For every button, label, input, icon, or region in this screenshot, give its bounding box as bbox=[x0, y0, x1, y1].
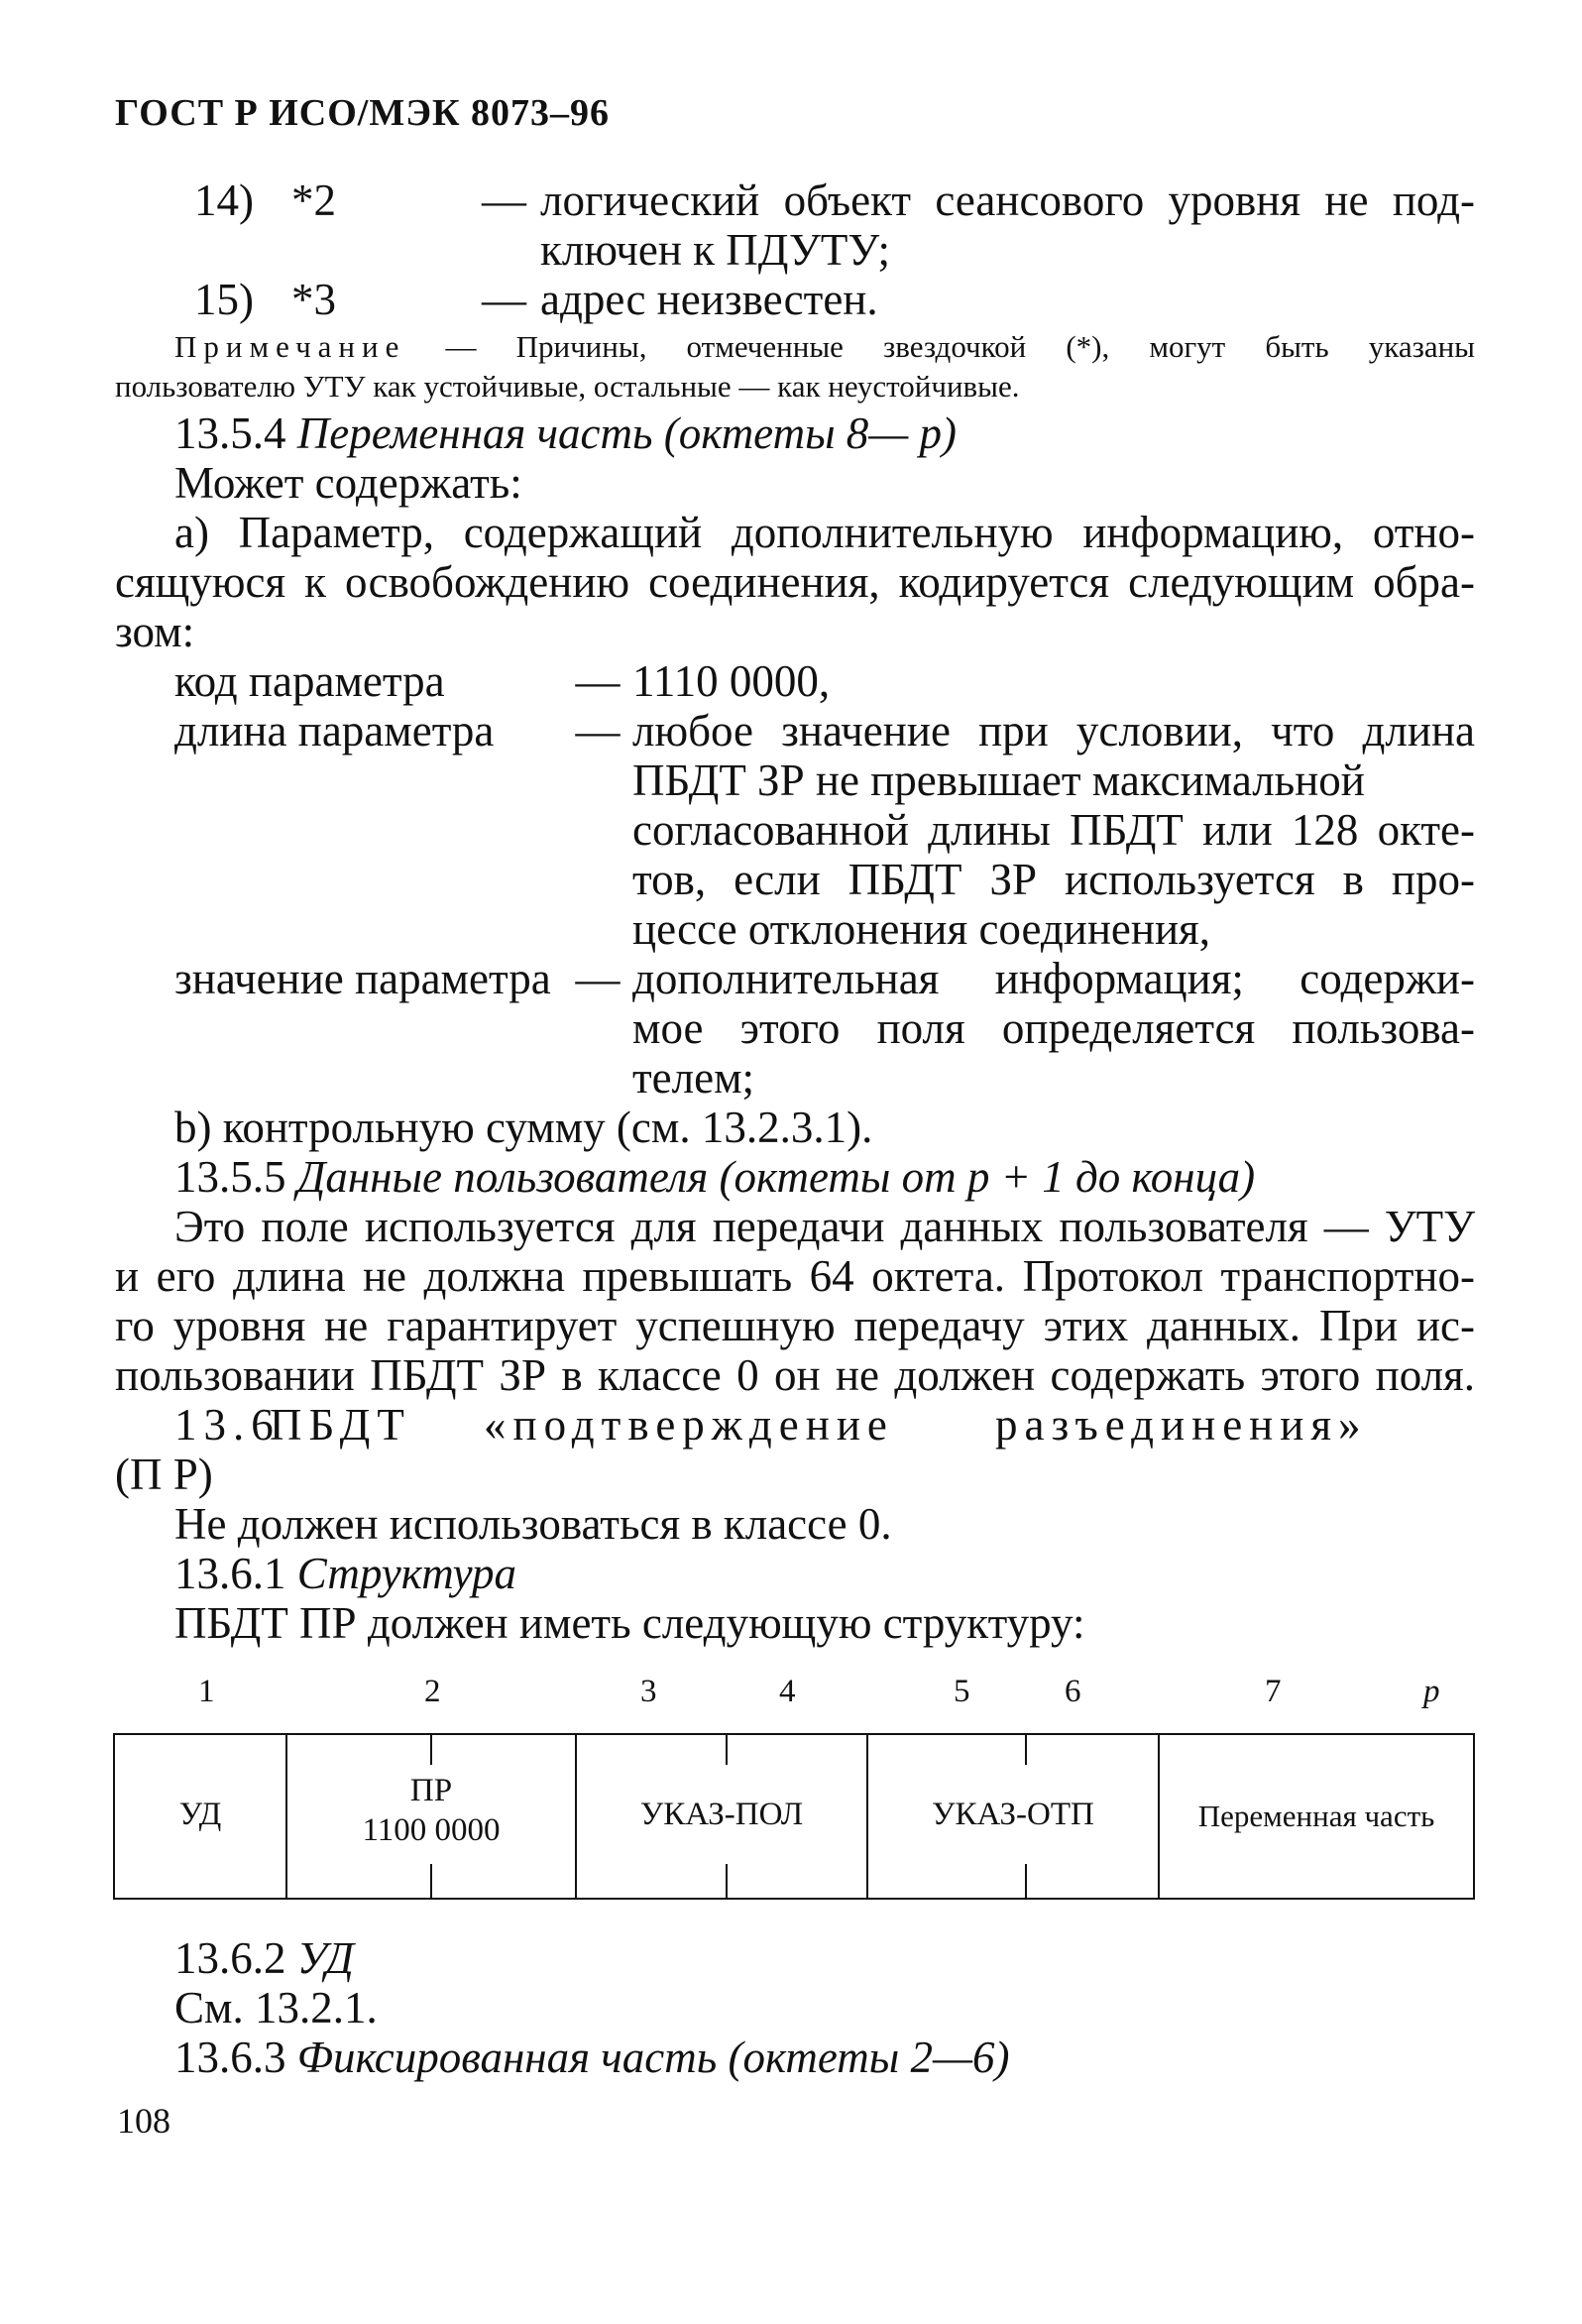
paragraph: Может содержать: bbox=[174, 458, 522, 508]
octet-number: 1 bbox=[198, 1674, 215, 1709]
octet-divider-tick bbox=[1025, 1735, 1027, 1765]
param-value: согласованной длины ПБДТ или 128 окте- bbox=[632, 805, 1475, 855]
paragraph-line: Не должен использоваться в классе 0. bbox=[174, 1499, 892, 1549]
section-number: 13.5.5 bbox=[174, 1152, 286, 1202]
section-heading bbox=[174, 1549, 516, 1598]
octet-number: 5 bbox=[954, 1674, 970, 1709]
table-cell-ukaz-otp bbox=[868, 1735, 1160, 1898]
section-title: УД bbox=[296, 1933, 354, 1983]
paragraph-line: b) контрольную сумму (см. 13.2.3.1). bbox=[174, 1103, 873, 1152]
list-item-text: адрес неизвестен. bbox=[540, 275, 878, 324]
table-cell-ud bbox=[115, 1735, 287, 1898]
section-title: Фиксированная часть (октеты 2—6) bbox=[296, 2033, 1010, 2082]
cell-text: УКАЗ-ПОЛ bbox=[639, 1797, 804, 1832]
table-cell-variable-part bbox=[1160, 1735, 1473, 1898]
section-heading bbox=[174, 1152, 1255, 1202]
paragraph-line: а) Параметр, содержащий дополнительную информацию, отно- bbox=[174, 508, 1475, 557]
paragraph-line: пользовании ПБДТ ЗР в классе 0 он не должен содержать этого поля. bbox=[115, 1350, 1475, 1400]
octet-number-row bbox=[0, 1674, 1582, 1717]
section-number: 13.6.1 bbox=[174, 1549, 286, 1598]
octet-number: 6 bbox=[1065, 1674, 1081, 1709]
section-abbr: (П Р) bbox=[115, 1450, 213, 1499]
section-heading bbox=[174, 1933, 354, 1983]
list-item-text: ключен к ПДУТУ; bbox=[540, 225, 891, 275]
section-number: 13.6.3 bbox=[174, 2033, 286, 2082]
document-header: ГОСТ Р ИСО/МЭК 8073–96 bbox=[115, 92, 611, 134]
param-value: ПБДТ ЗР не превышает максимальной bbox=[632, 755, 1365, 805]
section-title: Переменная часть (октеты 8— p) bbox=[296, 408, 958, 458]
param-value: 1110 0000, bbox=[632, 656, 831, 706]
paragraph-line: зом: bbox=[115, 607, 195, 656]
octet-divider-tick bbox=[430, 1735, 432, 1765]
section-heading bbox=[174, 408, 957, 458]
octet-divider-tick bbox=[726, 1735, 728, 1765]
param-label: код параметра bbox=[174, 656, 445, 706]
param-value: телем; bbox=[632, 1053, 755, 1103]
section-heading bbox=[174, 2033, 1010, 2082]
section-number: 13.6.2 bbox=[174, 1933, 286, 1983]
paragraph-line: и его длина не должна превышать 64 октета. Протокол транспортно- bbox=[115, 1251, 1475, 1301]
list-item-code: *2 bbox=[291, 175, 336, 225]
paragraph-line: сящуюся к освобождению соединения, кодируется следующим обра- bbox=[115, 557, 1475, 607]
note-text: — Причины, отмеченные звездочкой (*), могут быть указаны bbox=[445, 329, 1476, 364]
param-value: дополнительная информация; содержи- bbox=[632, 954, 1475, 1003]
cell-text: 1100 0000 bbox=[362, 1812, 501, 1848]
param-value: мое этого поля определяется пользова- bbox=[632, 1003, 1475, 1053]
octet-number: 7 bbox=[1265, 1674, 1282, 1709]
tpdu-structure-table bbox=[113, 1733, 1475, 1900]
param-value: любое значение при условии, что длина bbox=[632, 706, 1475, 755]
octet-number: 3 bbox=[640, 1674, 657, 1709]
octet-number: 4 bbox=[779, 1674, 796, 1709]
paragraph-line: го уровня не гарантирует успешную передачу этих данных. При ис- bbox=[115, 1301, 1475, 1350]
param-label: длина параметра bbox=[174, 706, 495, 755]
table-cell-ukaz-pol bbox=[577, 1735, 868, 1898]
octet-number: p bbox=[1423, 1674, 1440, 1709]
section-title: «подтверждение bbox=[484, 1400, 894, 1450]
list-item-number: 15) bbox=[194, 275, 254, 324]
param-label: значение параметра bbox=[174, 954, 551, 1003]
cell-text: УКАЗ-ОТП bbox=[932, 1797, 1094, 1832]
list-item-dash: — bbox=[482, 275, 526, 324]
section-number: 13.5.4 bbox=[174, 408, 286, 458]
section-title: ПБДТ bbox=[270, 1400, 411, 1450]
page-number: 108 bbox=[117, 2101, 170, 2141]
paragraph-line: ПБДТ ПР должен иметь следующую структуру: bbox=[174, 1598, 1085, 1648]
octet-divider-tick bbox=[726, 1864, 728, 1898]
octet-divider-tick bbox=[1025, 1864, 1027, 1898]
list-item-code: *3 bbox=[291, 275, 336, 324]
list-item-number: 14) bbox=[194, 175, 254, 225]
list-item-dash: — bbox=[482, 175, 526, 225]
note-line bbox=[174, 327, 1475, 367]
note-label: Примечание bbox=[174, 329, 406, 364]
cell-text: УД bbox=[178, 1797, 222, 1832]
cell-text: Переменная часть bbox=[1197, 1799, 1435, 1833]
param-dash: — bbox=[575, 954, 621, 1003]
table-cell-pr bbox=[287, 1735, 577, 1898]
octet-divider-tick bbox=[430, 1864, 432, 1898]
paragraph-line: См. 13.2.1. bbox=[174, 1983, 378, 2033]
param-dash: — bbox=[575, 656, 621, 706]
section-number: 13.6 bbox=[174, 1400, 281, 1450]
section-title: Данные пользователя (октеты от p + 1 до конца) bbox=[296, 1152, 1256, 1202]
param-dash: — bbox=[575, 706, 621, 755]
section-title: Структура bbox=[296, 1549, 516, 1598]
param-value: тов, если ПБДТ ЗР используется в про- bbox=[632, 855, 1475, 904]
section-title: разъединения» bbox=[995, 1400, 1368, 1450]
paragraph-line: Это поле используется для передачи данных пользователя — УТУ bbox=[174, 1202, 1475, 1251]
param-value: цессе отклонения соединения, bbox=[632, 904, 1211, 954]
octet-number: 2 bbox=[424, 1674, 441, 1709]
list-item-text: логический объект сеансового уровня не под- bbox=[540, 175, 1475, 225]
cell-text: ПР bbox=[409, 1773, 453, 1808]
note-line: пользователю УТУ как устойчивые, остальные — как неустойчивые. bbox=[115, 369, 1020, 404]
